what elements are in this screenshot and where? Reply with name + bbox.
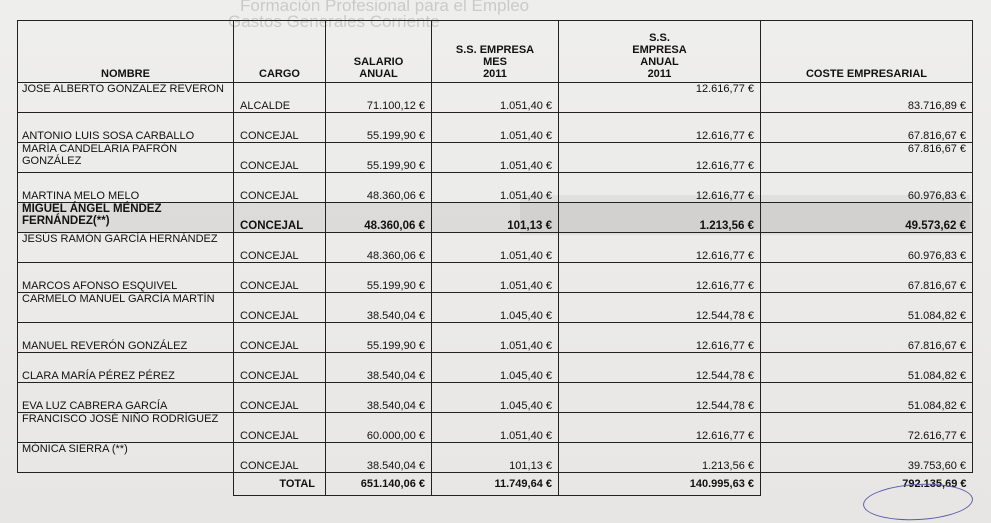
cell-ss-mes: 1.051,40 € bbox=[432, 413, 559, 443]
cell-ss-anual: 12.616,77 € bbox=[559, 83, 761, 113]
cell-cargo: CONCEJAL bbox=[234, 353, 326, 383]
total-coste: 792.135,69 € bbox=[902, 478, 967, 491]
cell-salario: 71.100,12 € bbox=[326, 83, 432, 113]
cell-coste: 60.976,83 € bbox=[761, 233, 973, 263]
cell-coste: 51.084,82 € bbox=[761, 383, 973, 413]
bleed-through-text: Formación Profesional para el Empleo bbox=[240, 0, 530, 15]
cell-salario: 38.540,04 € bbox=[326, 383, 432, 413]
cell-cargo: CONCEJAL bbox=[234, 173, 326, 203]
cell-ss-anual: 1.213,56 € bbox=[559, 443, 761, 473]
cell-salario: 38.540,04 € bbox=[326, 443, 432, 473]
cell-coste: 51.084,82 € bbox=[761, 293, 973, 323]
cell-ss-mes: 1.045,40 € bbox=[432, 293, 559, 323]
cell-cargo: CONCEJAL bbox=[234, 263, 326, 293]
cell-ss-mes: 1.051,40 € bbox=[432, 233, 559, 263]
total-row bbox=[18, 473, 973, 496]
cell-cargo: CONCEJAL bbox=[234, 323, 326, 353]
cell-coste: 51.084,82 € bbox=[761, 353, 973, 383]
table-row bbox=[18, 263, 973, 293]
total-salario: 651.140,06 € bbox=[326, 473, 432, 496]
cell-ss-anual: 12.616,77 € bbox=[559, 113, 761, 143]
col-header-coste: COSTE EMPRESARIAL bbox=[761, 21, 973, 83]
cell-salario: 55.199,90 € bbox=[326, 113, 432, 143]
cell-cargo: CONCEJAL bbox=[234, 113, 326, 143]
cell-nombre: ANTONIO LUIS SOSA CARBALLO bbox=[18, 113, 234, 143]
col-header-cargo: CARGO bbox=[234, 21, 326, 83]
cell-ss-anual: 12.616,77 € bbox=[559, 173, 761, 203]
table-row bbox=[18, 233, 973, 263]
cell-nombre: MARTINA MELO MELO bbox=[18, 173, 234, 203]
table-row bbox=[18, 113, 973, 143]
cell-nombre: MIGUEL ÁNGEL MÉNDEZ FERNÁNDEZ(**) bbox=[18, 203, 234, 233]
cell-ss-mes: 1.051,40 € bbox=[432, 173, 559, 203]
cell-nombre: FRANCISCO JOSÉ NIÑO RODRÍGUEZ bbox=[18, 413, 234, 443]
cell-ss-mes: 1.051,40 € bbox=[432, 323, 559, 353]
cell-nombre: EVA LUZ CABRERA GARCÍA bbox=[18, 383, 234, 413]
cell-salario: 55.199,90 € bbox=[326, 323, 432, 353]
cell-ss-mes: 1.045,40 € bbox=[432, 383, 559, 413]
table-row bbox=[18, 143, 973, 173]
cell-cargo: CONCEJAL bbox=[234, 203, 326, 233]
table-row bbox=[18, 383, 973, 413]
cell-cargo: CONCEJAL bbox=[234, 143, 326, 173]
table-row bbox=[18, 83, 973, 113]
cell-cargo: CONCEJAL bbox=[234, 293, 326, 323]
col-header-nombre: NOMBRE bbox=[18, 21, 234, 83]
cell-coste: 67.816,67 € bbox=[761, 263, 973, 293]
cell-cargo: CONCEJAL bbox=[234, 413, 326, 443]
cell-ss-mes: 1.051,40 € bbox=[432, 143, 559, 173]
cell-ss-mes: 101,13 € bbox=[432, 443, 559, 473]
cell-ss-anual: 12.616,77 € bbox=[559, 413, 761, 443]
cell-coste: 67.816,67 € bbox=[761, 143, 973, 173]
cell-cargo: CONCEJAL bbox=[234, 383, 326, 413]
cell-ss-anual: 12.544,78 € bbox=[559, 293, 761, 323]
cell-nombre: CARMELO MANUEL GARCÍA MARTÍN bbox=[18, 293, 234, 323]
cell-ss-mes: 1.045,40 € bbox=[432, 353, 559, 383]
cell-coste: 67.816,67 € bbox=[761, 113, 973, 143]
cell-ss-anual: 12.616,77 € bbox=[559, 263, 761, 293]
cell-nombre: MARÍA CANDELARIA PAFRÓN GONZÁLEZ bbox=[18, 143, 234, 173]
cell-ss-anual: 12.544,78 € bbox=[559, 383, 761, 413]
table-row bbox=[18, 323, 973, 353]
cell-ss-anual: 12.616,77 € bbox=[559, 143, 761, 173]
cell-nombre: MANUEL REVERÓN GONZÁLEZ bbox=[18, 323, 234, 353]
cell-nombre: CLARA MARÍA PÉREZ PÉREZ bbox=[18, 353, 234, 383]
cell-coste: 67.816,67 € bbox=[761, 323, 973, 353]
cell-salario: 38.540,04 € bbox=[326, 353, 432, 383]
cell-ss-mes: 1.051,40 € bbox=[432, 83, 559, 113]
cell-coste: 49.573,62 € bbox=[761, 203, 973, 233]
cell-ss-mes: 1.051,40 € bbox=[432, 263, 559, 293]
cell-cargo: CONCEJAL bbox=[234, 443, 326, 473]
cell-ss-mes: 1.051,40 € bbox=[432, 113, 559, 143]
total-ss-anual: 140.995,63 € bbox=[559, 473, 761, 496]
table-row bbox=[18, 443, 973, 473]
cell-salario: 55.199,90 € bbox=[326, 263, 432, 293]
cell-ss-anual: 12.616,77 € bbox=[559, 233, 761, 263]
cell-salario: 48.360,06 € bbox=[326, 203, 432, 233]
cell-salario: 48.360,06 € bbox=[326, 173, 432, 203]
cell-nombre: JOSE ALBERTO GONZALEZ REVERON bbox=[18, 83, 234, 113]
total-label: TOTAL bbox=[234, 473, 326, 496]
cell-salario: 48.360,06 € bbox=[326, 233, 432, 263]
cell-nombre: MÓNICA SIERRA (**) bbox=[18, 443, 234, 473]
cell-coste: 39.753,60 € bbox=[761, 443, 973, 473]
table-row bbox=[18, 173, 973, 203]
table-row bbox=[18, 413, 973, 443]
table-row bbox=[18, 353, 973, 383]
total-ss-mes: 11.749,64 € bbox=[432, 473, 559, 496]
table-row bbox=[18, 293, 973, 323]
bleed-through-text: Gastos Generales Corriente bbox=[228, 12, 440, 31]
cell-ss-anual: 12.616,77 € bbox=[559, 323, 761, 353]
cell-cargo: ALCALDE bbox=[234, 83, 326, 113]
cell-salario: 38.540,04 € bbox=[326, 293, 432, 323]
cell-ss-mes: 101,13 € bbox=[432, 203, 559, 233]
cell-coste: 72.616,77 € bbox=[761, 413, 973, 443]
table-row bbox=[18, 203, 973, 233]
col-header-ss-anual: S.S. EMPRESA ANUAL 2011 bbox=[559, 21, 761, 83]
col-header-ss-mes: S.S. EMPRESA MES 2011 bbox=[432, 21, 559, 83]
cell-salario: 55.199,90 € bbox=[326, 143, 432, 173]
cell-nombre: MARCOS AFONSO ESQUIVEL bbox=[18, 263, 234, 293]
cell-ss-anual: 1.213,56 € bbox=[559, 203, 761, 233]
salary-table bbox=[17, 20, 973, 496]
cell-nombre: JESÚS RAMÓN GARCÍA HERNÁNDEZ bbox=[18, 233, 234, 263]
col-header-salario: SALARIO ANUAL bbox=[326, 21, 432, 83]
cell-coste: 83.716,89 € bbox=[761, 83, 973, 113]
cell-coste: 60.976,83 € bbox=[761, 173, 973, 203]
cell-cargo: CONCEJAL bbox=[234, 233, 326, 263]
cell-ss-anual: 12.544,78 € bbox=[559, 353, 761, 383]
cell-salario: 60.000,00 € bbox=[326, 413, 432, 443]
